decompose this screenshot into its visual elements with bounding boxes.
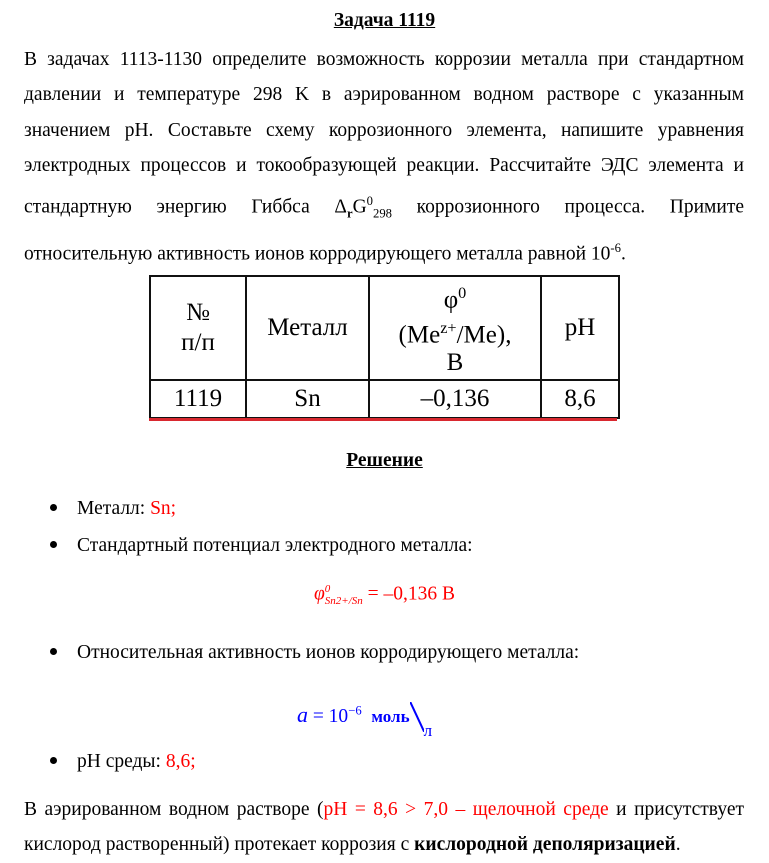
phi-sup: 0 [324,583,331,595]
bullet-metal [50,498,176,520]
desc-text: В задачах 1113-1130 определите возможность коррозии металла при стандартном давлении и температуре 298 K в аэрированном водном растворе с указанным значением pH. Составьте схему коррозионного элемента, напишите уравнения электродных процессов и токообразующей реакции. Рассчитайте ЭДС элемента и стандартную энергию Гиббса [24,49,744,218]
task-description [24,42,744,272]
cell-number: 1119 [150,380,246,418]
bullet-ph [50,751,196,773]
conclusion-end: . [675,834,681,856]
bullet-value: 8,6; [165,751,196,772]
header-number: № п/п [150,276,246,380]
unit-numerator: моль [371,707,410,726]
delta-symbol: Δ [334,196,347,218]
conclusion-bold: кислородной деполяризацией [414,834,676,856]
bullet-label: Металл: [77,498,151,519]
bullet-value: Sn; [150,498,177,519]
bullet-icon [50,504,57,511]
conclusion-text-2: и присутствует кислород растворенный) протекает коррозия с [24,799,744,856]
task-title: Задача 1119 [333,10,436,31]
bullet-label: Стандартный потенциал электродного металла: [77,535,473,556]
header-metal: Металл [246,276,369,380]
bullet-icon [50,757,57,764]
desc-text-2: коррозионного процесса. Примите относительную активность ионов корродирующего металла равной 10 [24,196,744,265]
bullet-label: Относительная активность ионов корродирующего металла: [77,642,580,663]
cell-metal: Sn [246,380,369,418]
activity-symbol: a [296,702,308,727]
cell-potential: –0,136 [369,380,541,418]
header-potential: $\varphi^0$ $(Me^{z+}/Me)$, В [369,276,541,380]
solution-title: Решение [346,450,423,471]
bullet-potential [50,535,473,557]
sub-r: r [346,206,353,221]
unit-denominator: л [423,721,433,740]
conclusion-paragraph [24,792,744,863]
conclusion-text: В аэрированном водном растворе ( [24,799,324,820]
bullet-icon [50,648,57,655]
potential-value: = –0,136 В [367,583,456,605]
table-underline [149,418,617,421]
formula-potential [0,583,769,607]
phi-symbol: φ [313,583,325,605]
bullet-activity [50,642,579,664]
task-table [149,275,620,419]
conclusion-highlight: pH = 8,6 > 7,0 – щелочной среде [323,799,609,820]
table-header-row [150,276,619,380]
formula-activity [0,692,749,740]
exponent: -6 [610,241,621,256]
fraction-slash [410,702,424,732]
cell-ph: 8,6 [541,380,619,418]
bullet-label: pH среды: [77,751,166,772]
table-row [150,380,619,418]
header-ph: pH [541,276,619,380]
g-symbol: G [352,196,367,218]
bullet-icon [50,541,57,548]
sub-298: 298 [372,206,392,221]
activity-exp: −6 [348,703,362,718]
phi-sub: Sn2+/Sn [324,595,363,607]
period: . [620,243,626,265]
activity-eq: = 10 [307,706,349,727]
sup-zero: 0 [366,193,373,208]
